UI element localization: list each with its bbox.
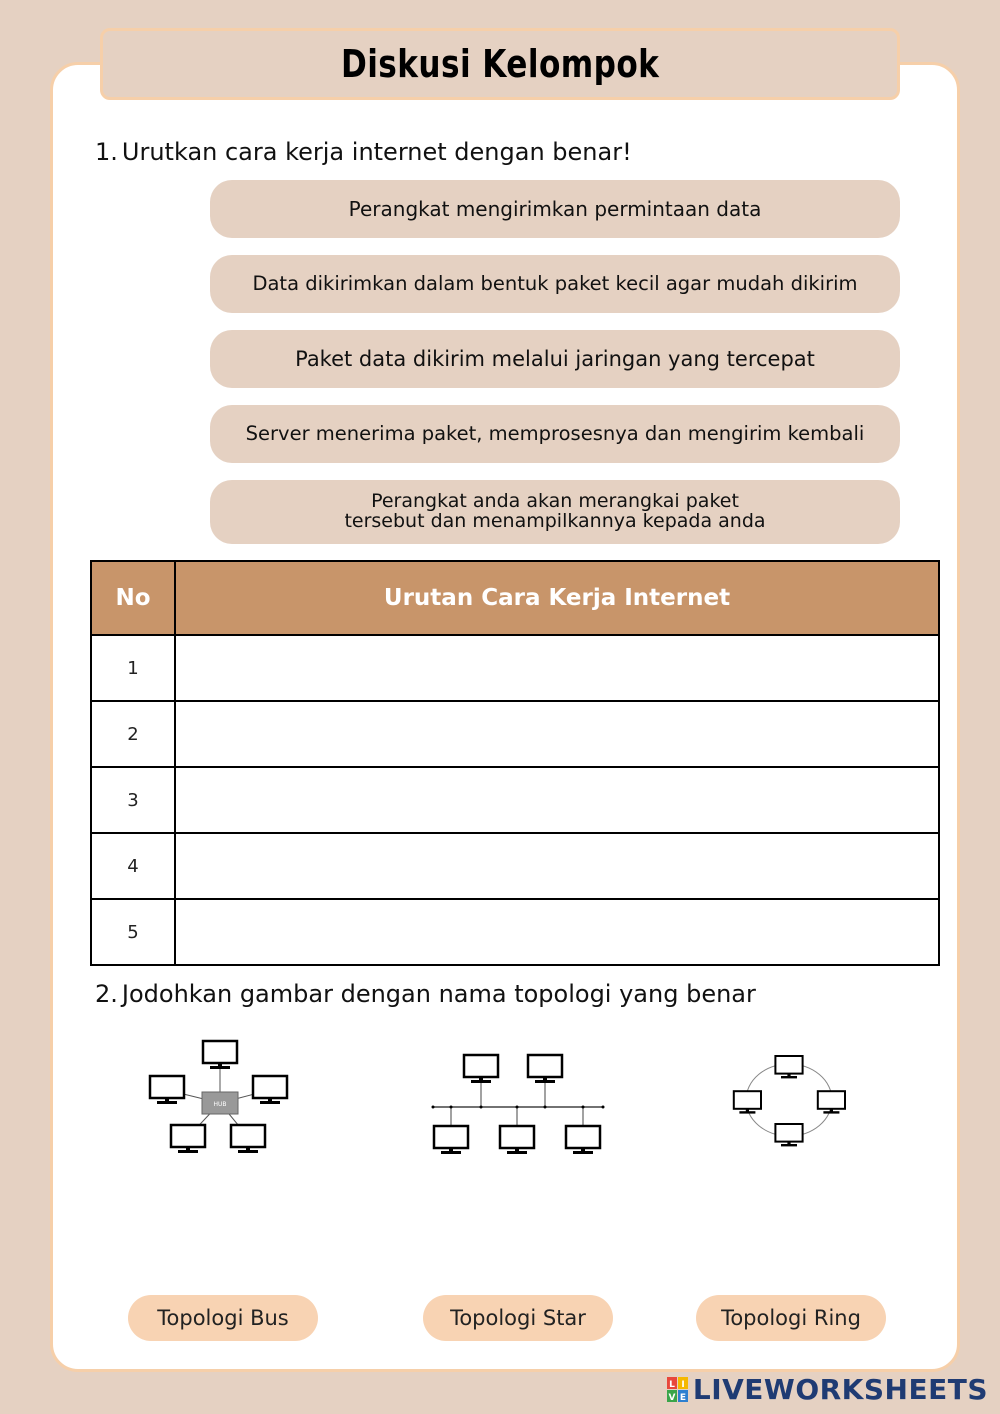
header-no: No bbox=[91, 561, 175, 635]
order-option-2-text: Data dikirimkan dalam bentuk paket kecil agar mudah dikirim bbox=[252, 271, 858, 295]
question-1 bbox=[95, 138, 632, 166]
question-1-text: Urutkan cara kerja internet dengan benar! bbox=[121, 138, 632, 166]
table-row bbox=[91, 701, 939, 767]
order-option-3-text: Paket data dikirim melalui jaringan yang tercepat bbox=[295, 346, 815, 371]
star-topology-image[interactable] bbox=[140, 1035, 300, 1165]
row-number: 2 bbox=[91, 701, 175, 767]
table-header-row bbox=[91, 561, 939, 635]
question-2-text: Jodohkan gambar dengan nama topologi yang benar bbox=[121, 980, 756, 1008]
order-option-5-text: Perangkat anda akan merangkai paket tersebut dan menampilkannya kepada anda bbox=[344, 490, 766, 532]
order-option-3[interactable] bbox=[210, 330, 900, 388]
question-1-number: 1. bbox=[95, 138, 118, 166]
hub-label: HUB bbox=[213, 1101, 227, 1108]
label-topologi-star[interactable] bbox=[423, 1295, 613, 1341]
table-row bbox=[91, 767, 939, 833]
answer-drop-slot[interactable] bbox=[175, 701, 939, 767]
logo-letter: E bbox=[679, 1392, 686, 1403]
order-option-1[interactable] bbox=[210, 180, 900, 238]
table-row bbox=[91, 635, 939, 701]
question-2 bbox=[95, 980, 756, 1008]
title-banner bbox=[100, 28, 900, 100]
table-row bbox=[91, 833, 939, 899]
row-number: 3 bbox=[91, 767, 175, 833]
order-option-4-text: Server menerima paket, memprosesnya dan mengirim kembali bbox=[245, 421, 865, 445]
row-number: 1 bbox=[91, 635, 175, 701]
label-topologi-ring[interactable] bbox=[696, 1295, 886, 1341]
answer-drop-slot[interactable] bbox=[175, 833, 939, 899]
ring-topology-image[interactable] bbox=[725, 1048, 855, 1153]
label-topologi-bus[interactable] bbox=[128, 1295, 318, 1341]
question-2-number: 2. bbox=[95, 980, 118, 1008]
bus-topology-image[interactable] bbox=[425, 1045, 610, 1165]
logo-letter: I bbox=[681, 1379, 685, 1390]
answer-drop-slot[interactable] bbox=[175, 767, 939, 833]
answer-drop-slot[interactable] bbox=[175, 899, 939, 965]
page-title: Diskusi Kelompok bbox=[340, 42, 660, 86]
order-option-4[interactable] bbox=[210, 405, 900, 463]
liveworksheets-logo-icon bbox=[667, 1377, 689, 1403]
table-row bbox=[91, 899, 939, 965]
order-option-2[interactable] bbox=[210, 255, 900, 313]
logo-letter: V bbox=[668, 1392, 676, 1403]
answer-drop-slot[interactable] bbox=[175, 635, 939, 701]
order-table bbox=[90, 560, 940, 966]
row-number: 4 bbox=[91, 833, 175, 899]
row-number: 5 bbox=[91, 899, 175, 965]
liveworksheets-brand: LIVEWORKSHEETS bbox=[692, 1373, 988, 1406]
liveworksheets-footer[interactable] bbox=[667, 1373, 988, 1406]
logo-letter: L bbox=[669, 1379, 675, 1390]
header-order: Urutan Cara Kerja Internet bbox=[175, 561, 939, 635]
order-option-5[interactable] bbox=[210, 480, 900, 544]
label-topologi-ring-text: Topologi Ring bbox=[721, 1306, 861, 1330]
label-topologi-star-text: Topologi Star bbox=[450, 1306, 586, 1330]
label-topologi-bus-text: Topologi Bus bbox=[157, 1306, 289, 1330]
order-option-1-text: Perangkat mengirimkan permintaan data bbox=[348, 196, 762, 221]
